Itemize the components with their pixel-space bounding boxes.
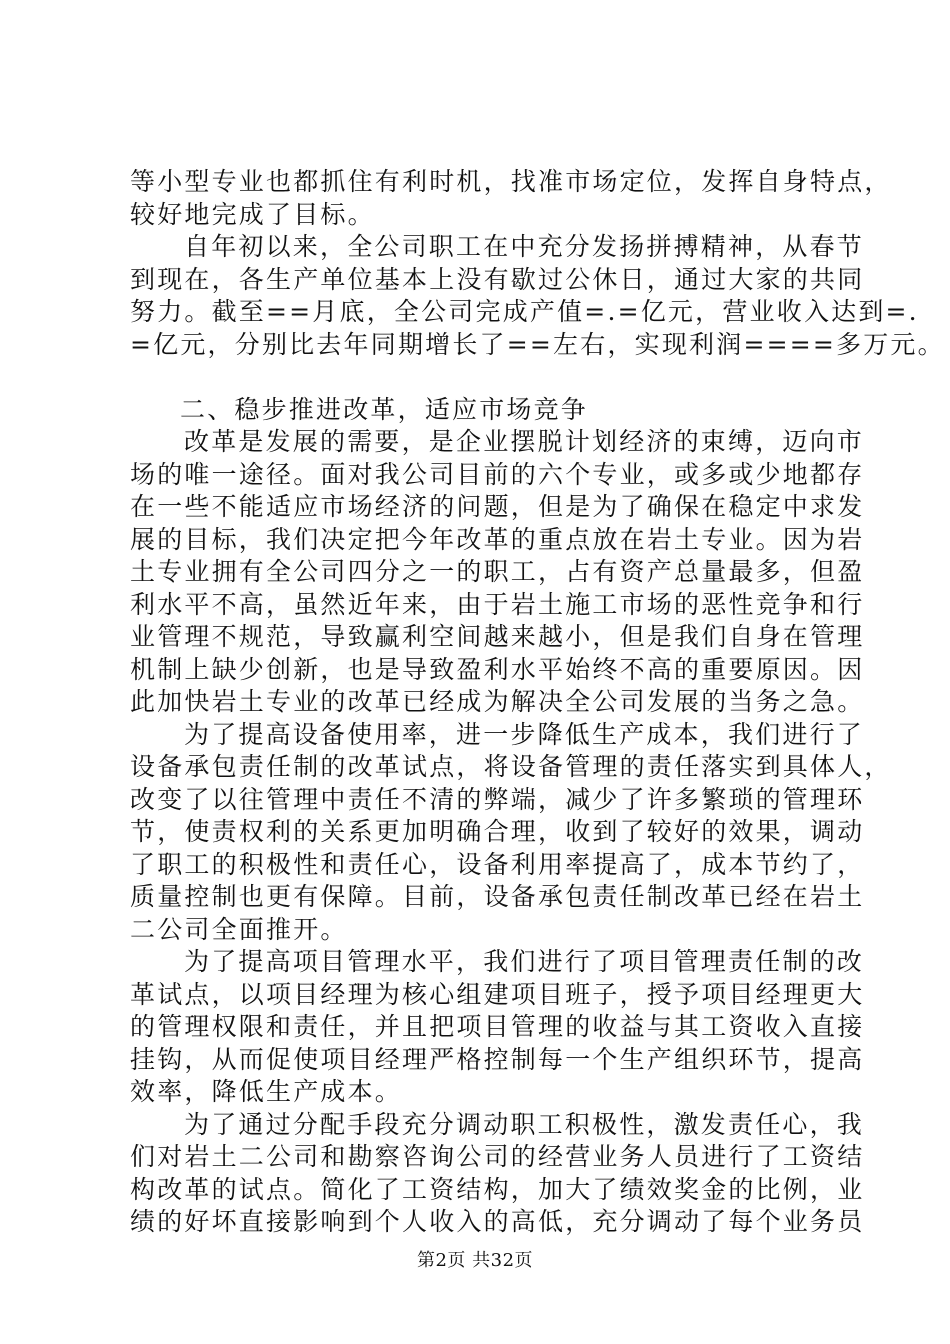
paragraph-line: 们对岩土二公司和勘察咨询公司的经营业务人员进行了工资结 [130, 1142, 865, 1171]
paragraph-line: 努力。截至==月底，全公司完成产值=.=亿元，营业收入达到=. [130, 297, 919, 326]
paragraph-line: 设备承包责任制的改革试点，将设备管理的责任落实到具体人， [130, 752, 892, 781]
paragraph-line: 挂钩，从而促使项目经理严格控制每一个生产组织环节，提高 [130, 1044, 865, 1074]
section-heading: 二、稳步推进改革，适应市场竞争 [180, 394, 589, 424]
paragraph-line: 在一些不能适应市场经济的问题，但是为了确保在稳定中求发 [130, 492, 865, 521]
paragraph-line: 改革是发展的需要，是企业摆脱计划经济的束缚，迈向市 [184, 427, 865, 456]
paragraph-line: 了职工的积极性和责任心，设备利用率提高了，成本节约了， [130, 849, 865, 879]
paragraph-line: 的管理权限和责任，并且把项目管理的收益与其工资收入直接 [130, 1012, 865, 1041]
blank-line [130, 361, 830, 394]
paragraph-line: 革试点，以项目经理为核心组建项目班子，授予项目经理更大 [130, 979, 865, 1009]
page-number-footer: 第2页 共32页 [416, 1250, 534, 1271]
paragraph-line: 土专业拥有全公司四分之一的职工，占有资产总量最多，但盈 [130, 557, 865, 586]
paragraph-line: 为了提高项目管理水平，我们进行了项目管理责任制的改 [184, 947, 865, 976]
paragraph-line: 业管理不规范，导致赢利空间越来越小，但是我们自身在管理 [130, 622, 865, 651]
paragraph-line: 为了提高设备使用率，进一步降低生产成本，我们进行了 [184, 719, 865, 749]
paragraph-line: =亿元，分别比去年同期增长了==左右，实现利润====多万元。 [130, 329, 945, 359]
paragraph-line: 展的目标，我们决定把今年改革的重点放在岩土专业。因为岩 [130, 524, 865, 554]
paragraph-line: 绩的好坏直接影响到个人收入的高低，充分调动了每个业务员 [130, 1207, 865, 1236]
paragraph-line: 较好地完成了目标。 [130, 199, 375, 229]
paragraph-line: 节，使责权利的关系更加明确合理，收到了较好的效果，调动 [130, 817, 865, 846]
paragraph-line: 效率，降低生产成本。 [130, 1077, 403, 1106]
paragraph-line: 到现在，各生产单位基本上没有歇过公休日，通过大家的共同 [130, 264, 865, 294]
paragraph-line: 利水平不高，虽然近年来，由于岩土施工市场的恶性竞争和行 [130, 589, 865, 619]
paragraph-line: 改变了以往管理中责任不清的弊端，减少了许多繁琐的管理环 [130, 784, 865, 814]
paragraph-line: 等小型专业也都抓住有利时机，找准市场定位，发挥自身特点， [130, 167, 892, 196]
paragraph-line: 自年初以来，全公司职工在中充分发扬拼搏精神，从春节 [184, 232, 865, 261]
document-body [130, 166, 945, 1239]
paragraph-line: 场的唯一途径。面对我公司目前的六个专业，或多或少地都存 [130, 459, 865, 489]
paragraph-line: 质量控制也更有保障。目前，设备承包责任制改革已经在岩土 [130, 882, 865, 911]
paragraph-line: 机制上缺少创新，也是导致盈利水平始终不高的重要原因。因 [130, 654, 865, 684]
paragraph-line: 二公司全面推开。 [130, 914, 348, 944]
paragraph-line: 为了通过分配手段充分调动职工积极性，激发责任心，我 [184, 1109, 865, 1139]
paragraph-line: 此加快岩土专业的改革已经成为解决全公司发展的当务之急。 [130, 687, 865, 716]
paragraph-line: 构改革的试点。简化了工资结构，加大了绩效奖金的比例，业 [130, 1174, 865, 1204]
